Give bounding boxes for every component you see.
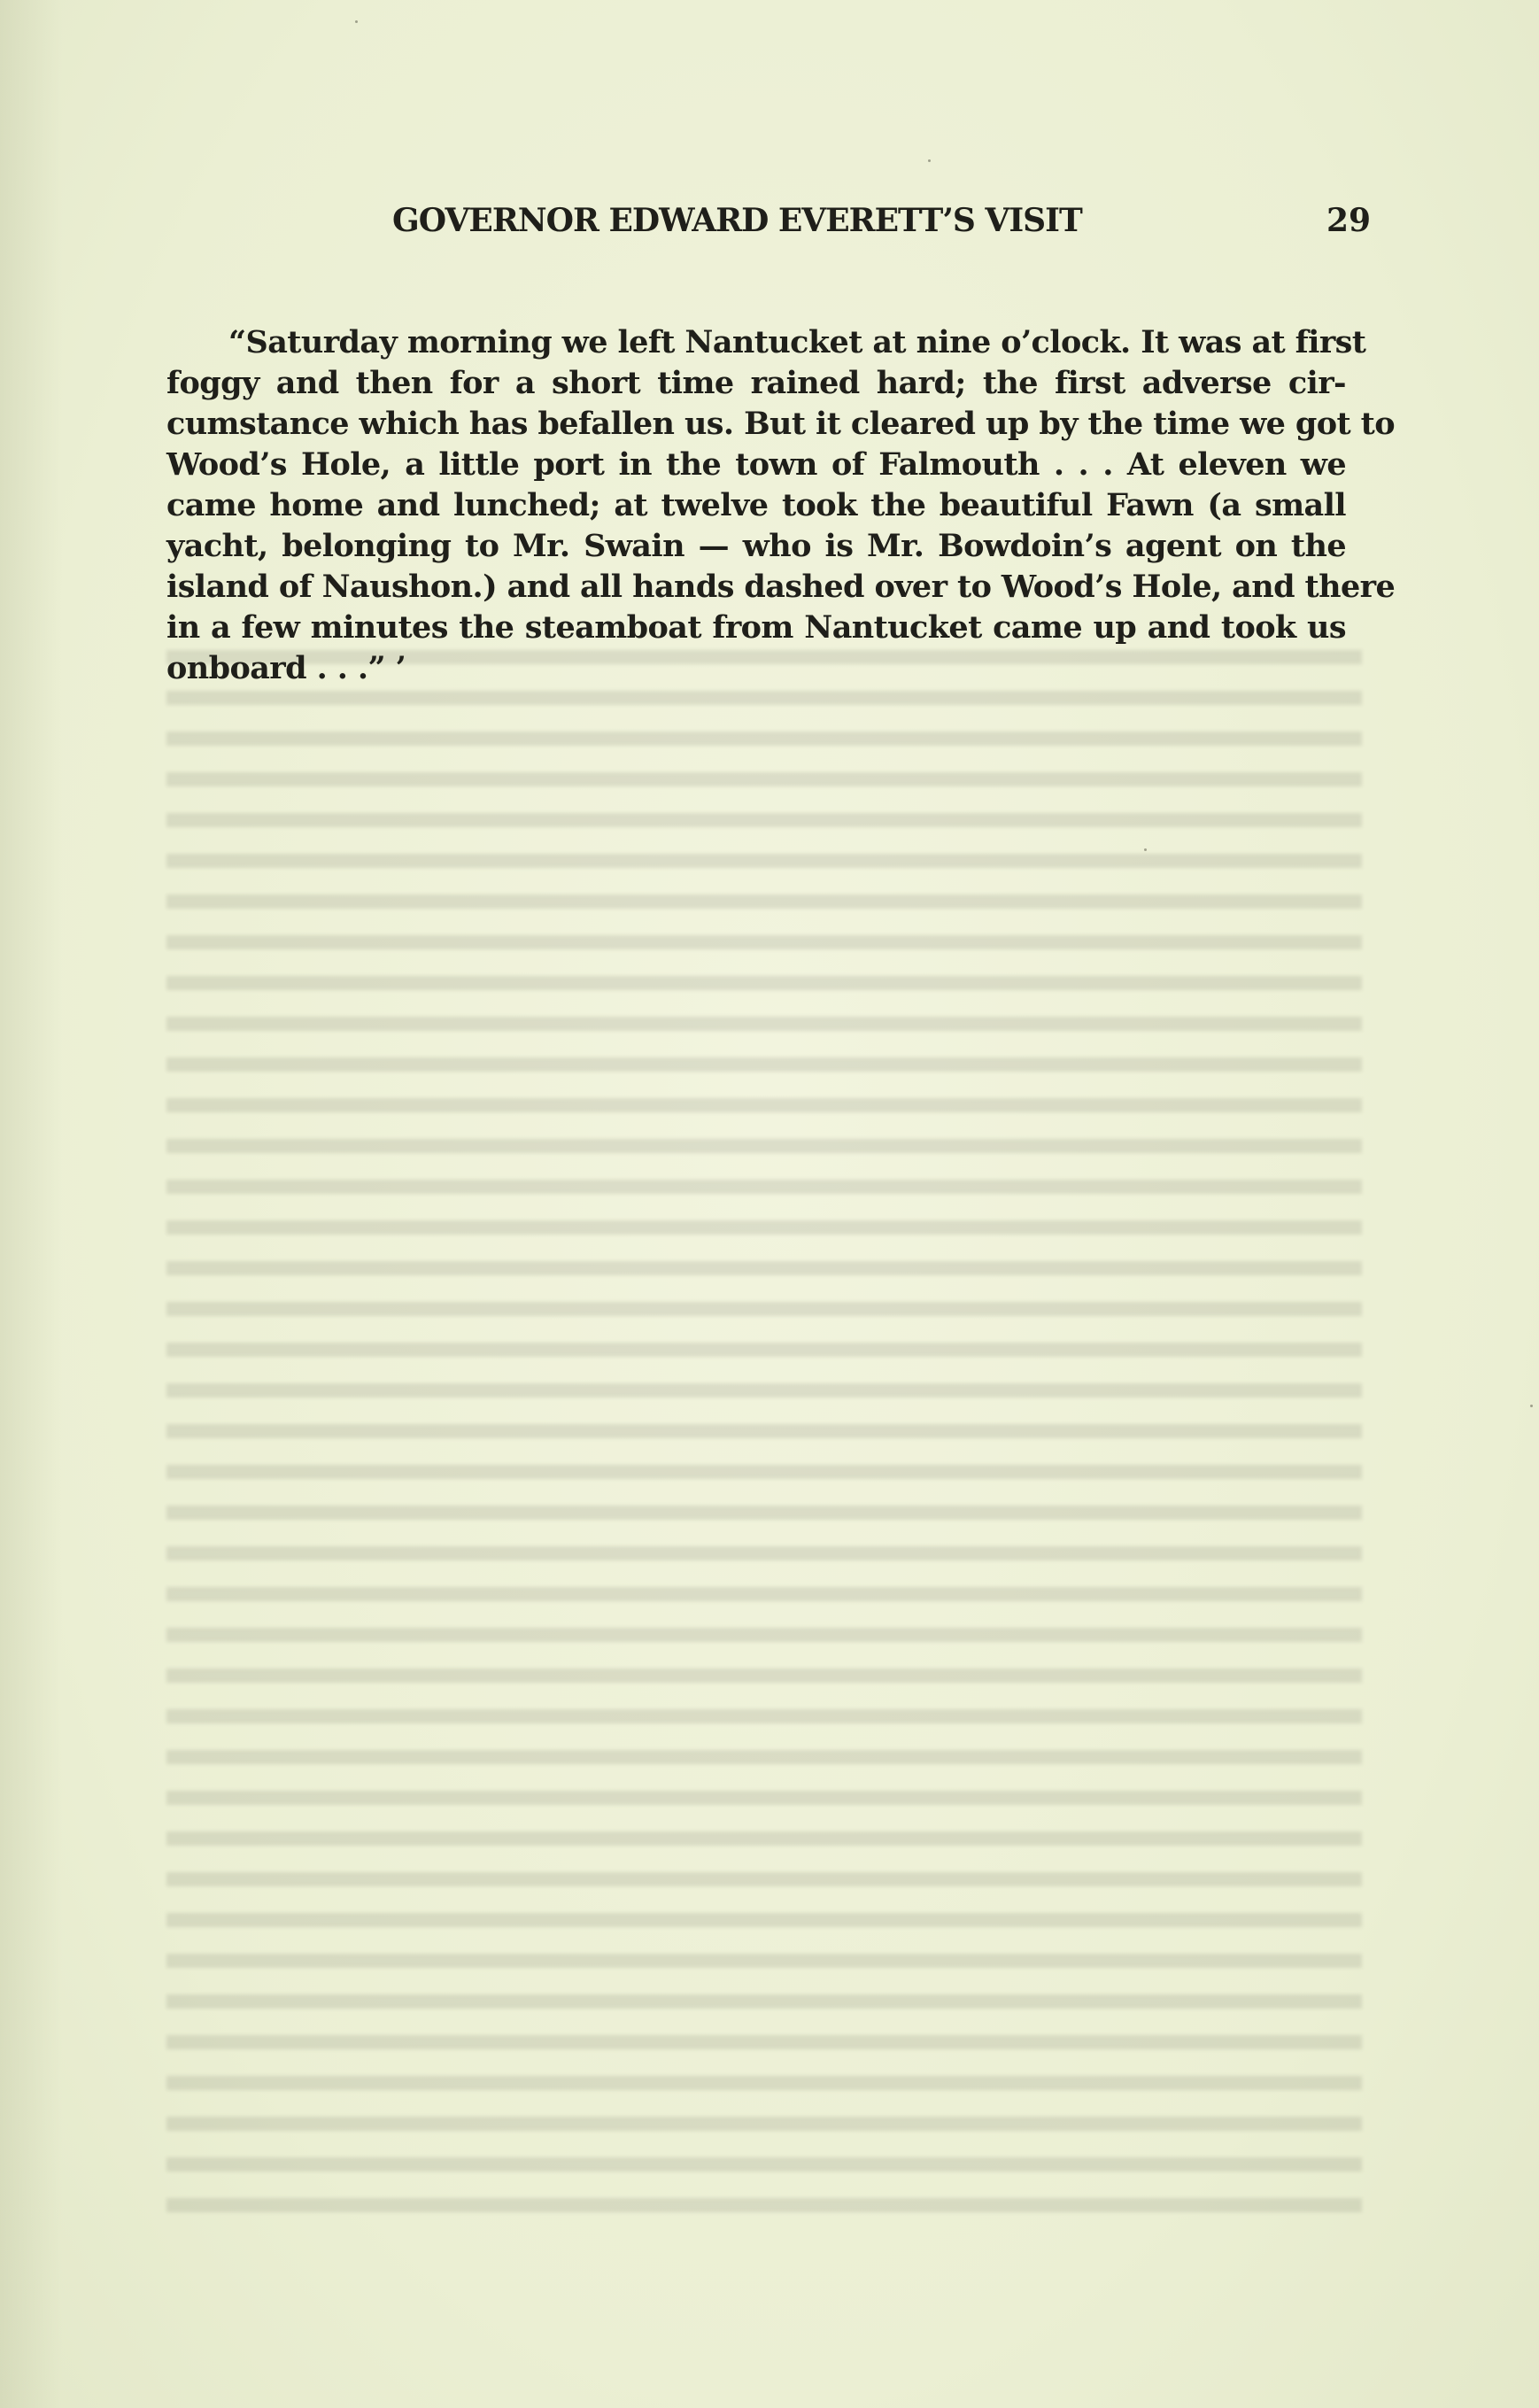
paper-speck: [1530, 1405, 1533, 1407]
paper-speck: [1144, 848, 1147, 851]
show-through-text: [166, 638, 1362, 2223]
quoted-paragraph: [166, 322, 1396, 689]
text-line: came home and lunched; at twelve took the beautiful Fawn (a small: [166, 487, 1346, 523]
text-line: in a few minutes the steamboat from Nantucket came up and took us: [166, 609, 1346, 646]
text-line: “Saturday morning we left Nantucket at nine o’clock. It was at first: [228, 324, 1366, 360]
text-line: foggy and then for a short time rained hard; the first adverse cir-: [166, 365, 1346, 401]
text-line: island of Naushon.) and all hands dashed over to Wood’s Hole, and there: [166, 569, 1396, 605]
binding-shadow: [0, 0, 62, 2408]
paper-speck: [928, 159, 931, 162]
text-line: yacht, belonging to Mr. Swain — who is Mr. Bowdoin’s agent on the: [166, 528, 1346, 564]
text-line: cumstance which has befallen us. But it cleared up by the time we got to: [166, 406, 1395, 442]
page-number: 29: [1326, 202, 1372, 239]
running-head-title: GOVERNOR EDWARD EVERETT’S VISIT: [392, 202, 1082, 239]
text-line: onboard . . .” ’: [166, 650, 406, 686]
paper-speck: [355, 20, 358, 23]
text-line: Wood’s Hole, a little port in the town of Falmouth . . . At eleven we: [166, 446, 1346, 483]
